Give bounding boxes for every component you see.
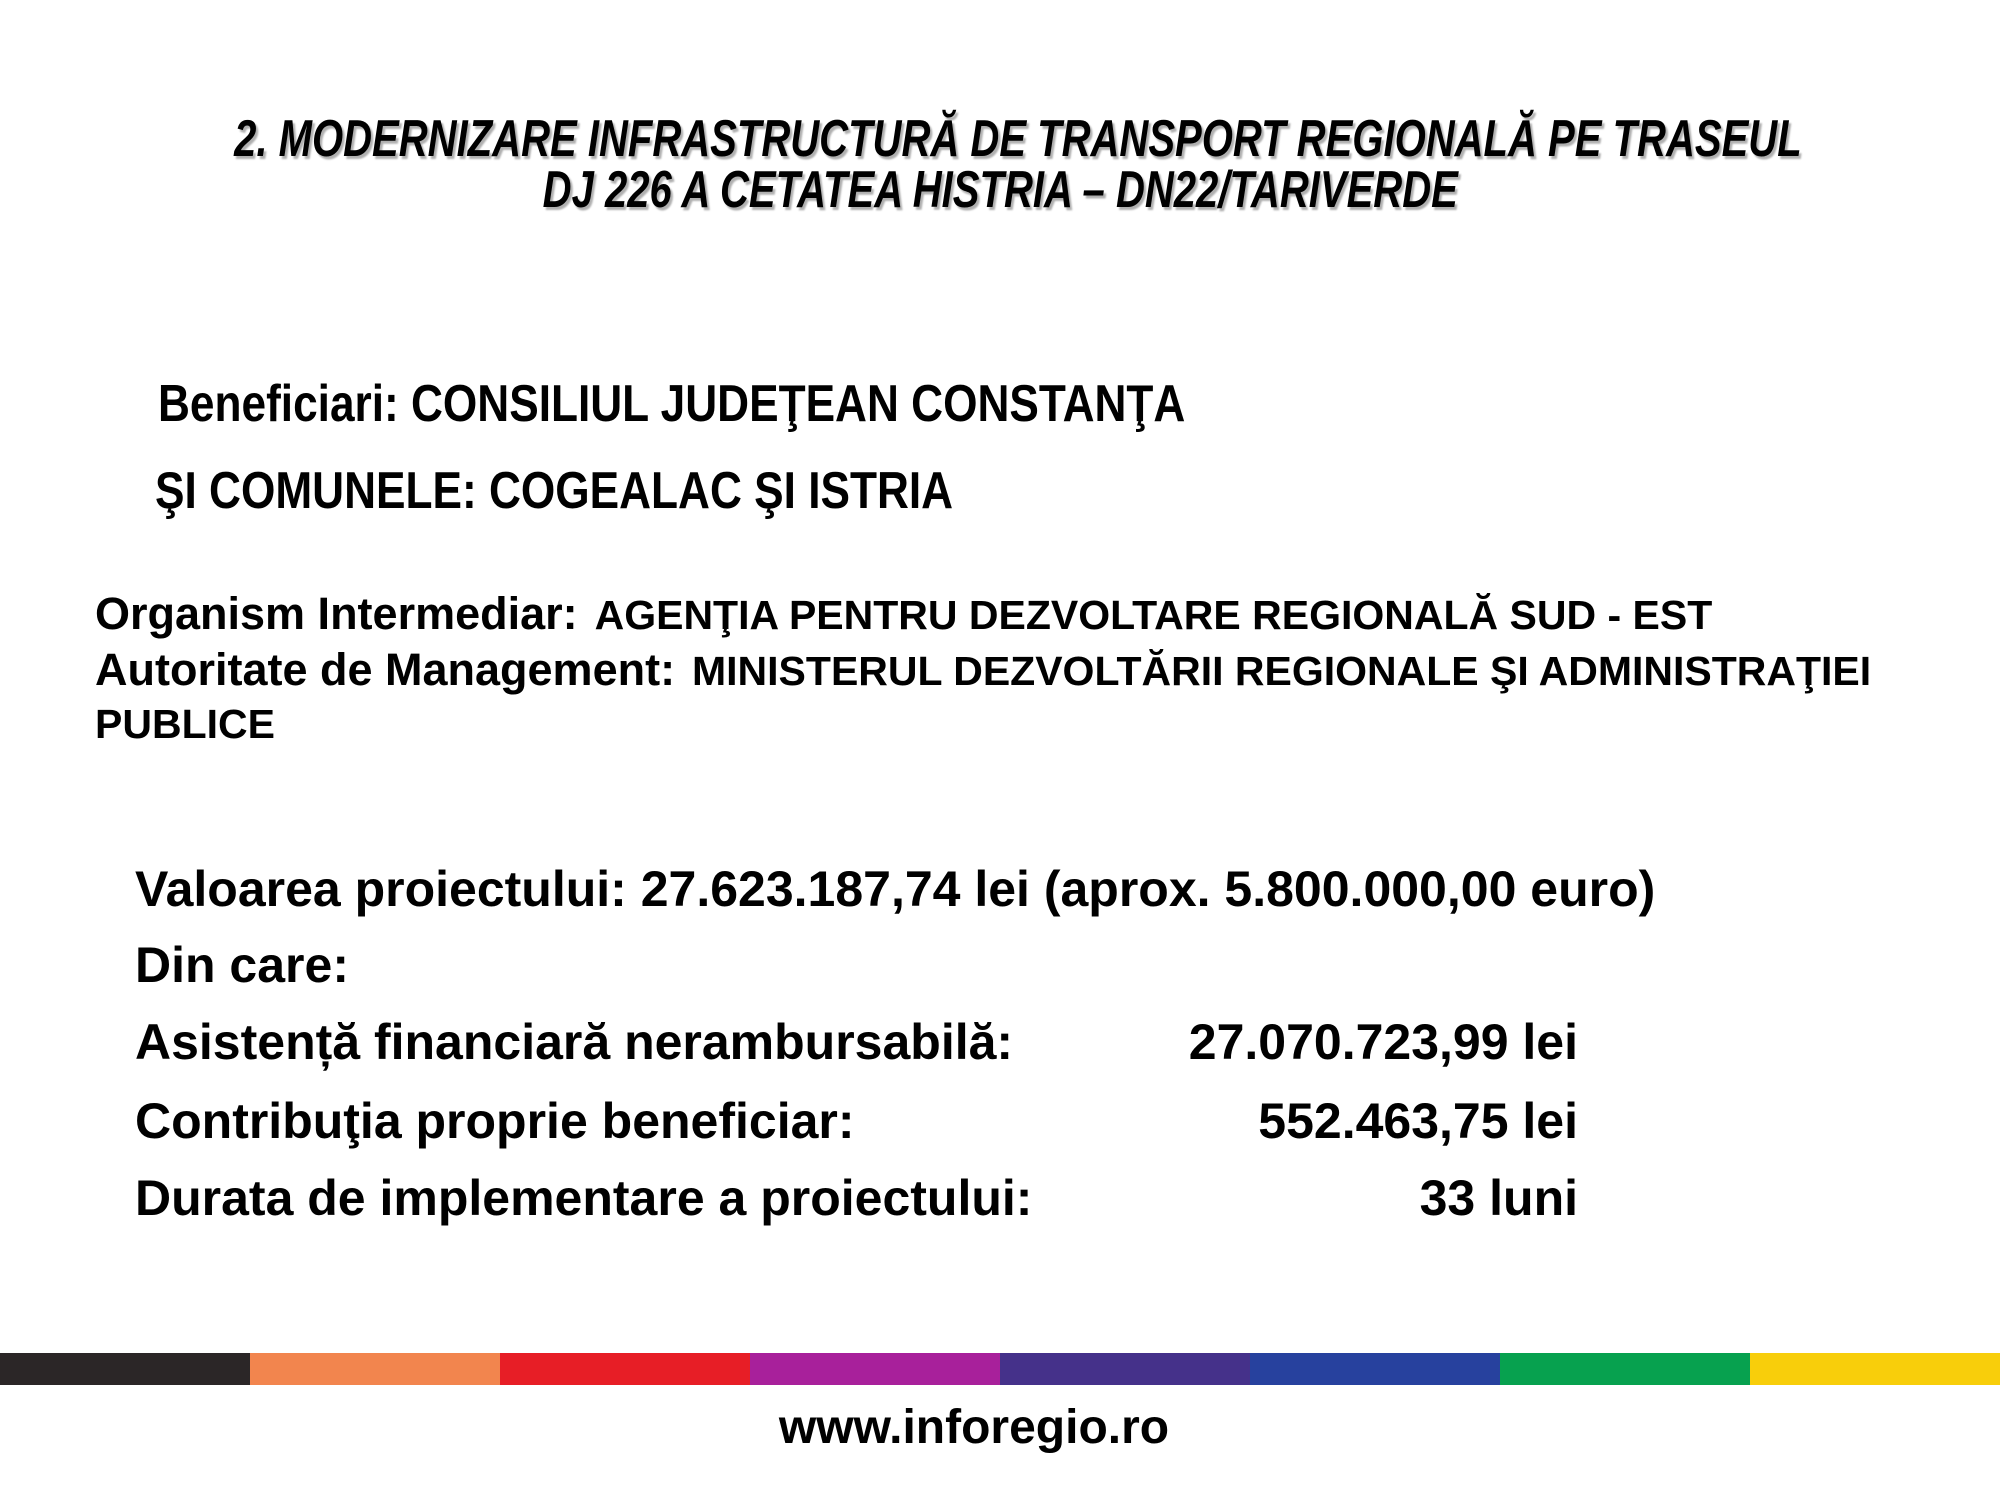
footer-website: www.inforegio.ro <box>778 1401 1170 1454</box>
slide-title-text-2: DJ 226 A CETATEA HISTRIA – DN22/TARIVERDE <box>542 161 1458 219</box>
intermediate-body-label: Organism Intermediar: <box>95 588 591 639</box>
intermediate-body-line <box>95 588 1713 639</box>
stripe-segment-red <box>500 1353 750 1385</box>
stripe-segment-green <box>1500 1353 1750 1385</box>
managing-authority-value-cont: PUBLICE <box>95 701 275 747</box>
stripe-segment-yellow <box>1750 1353 2000 1385</box>
managing-authority-label: Autoritate de Management: <box>95 644 688 695</box>
implementation-duration-label: Durata de implementare a proiectului: <box>135 1170 1033 1226</box>
project-value-line: Valoarea proiectului: 27.623.187,74 lei (aprox. 5.800.000,00 euro) <box>135 861 1656 917</box>
stripe-segment-orange <box>250 1353 500 1385</box>
stripe-segment-black <box>0 1353 250 1385</box>
slide-title-line-2 <box>0 161 2000 219</box>
communes-line <box>155 462 1094 520</box>
grant-assistance-value: 27.070.723,99 lei <box>1188 1014 1578 1070</box>
own-contribution-value: 552.463,75 lei <box>1258 1093 1578 1149</box>
grant-assistance-label: Asistență financiară nerambursabilă: <box>135 1014 1014 1070</box>
stripe-segment-blue <box>1250 1353 1500 1385</box>
slide-title-text-1: 2. MODERNIZARE INFRASTRUCTURĂ DE TRANSPORT REGIONALĂ PE TRASEUL <box>234 110 1802 168</box>
own-contribution-label: Contribuţia proprie beneficiar: <box>135 1093 855 1149</box>
breakdown-intro: Din care: <box>135 937 349 993</box>
implementation-duration-value: 33 luni <box>1419 1170 1578 1226</box>
beneficiary-text: Beneficiari: CONSILIUL JUDEŢEAN CONSTANŢA <box>158 375 1186 433</box>
communes-text: ŞI COMUNELE: COGEALAC ŞI ISTRIA <box>155 462 954 520</box>
managing-authority-line <box>95 644 1872 695</box>
managing-authority-value: MINISTERUL DEZVOLTĂRII REGIONALE ŞI ADMINISTRAŢIEI <box>692 648 1872 694</box>
slide-title-line-1 <box>0 110 2000 168</box>
managing-authority-line-2 <box>95 701 275 747</box>
beneficiary-line <box>158 375 1367 433</box>
intermediate-body-value: AGENŢIA PENTRU DEZVOLTARE REGIONALĂ SUD - EST <box>594 592 1713 638</box>
stripe-segment-magenta <box>750 1353 1000 1385</box>
brand-color-stripe <box>0 1353 2000 1385</box>
stripe-segment-indigo <box>1000 1353 1250 1385</box>
